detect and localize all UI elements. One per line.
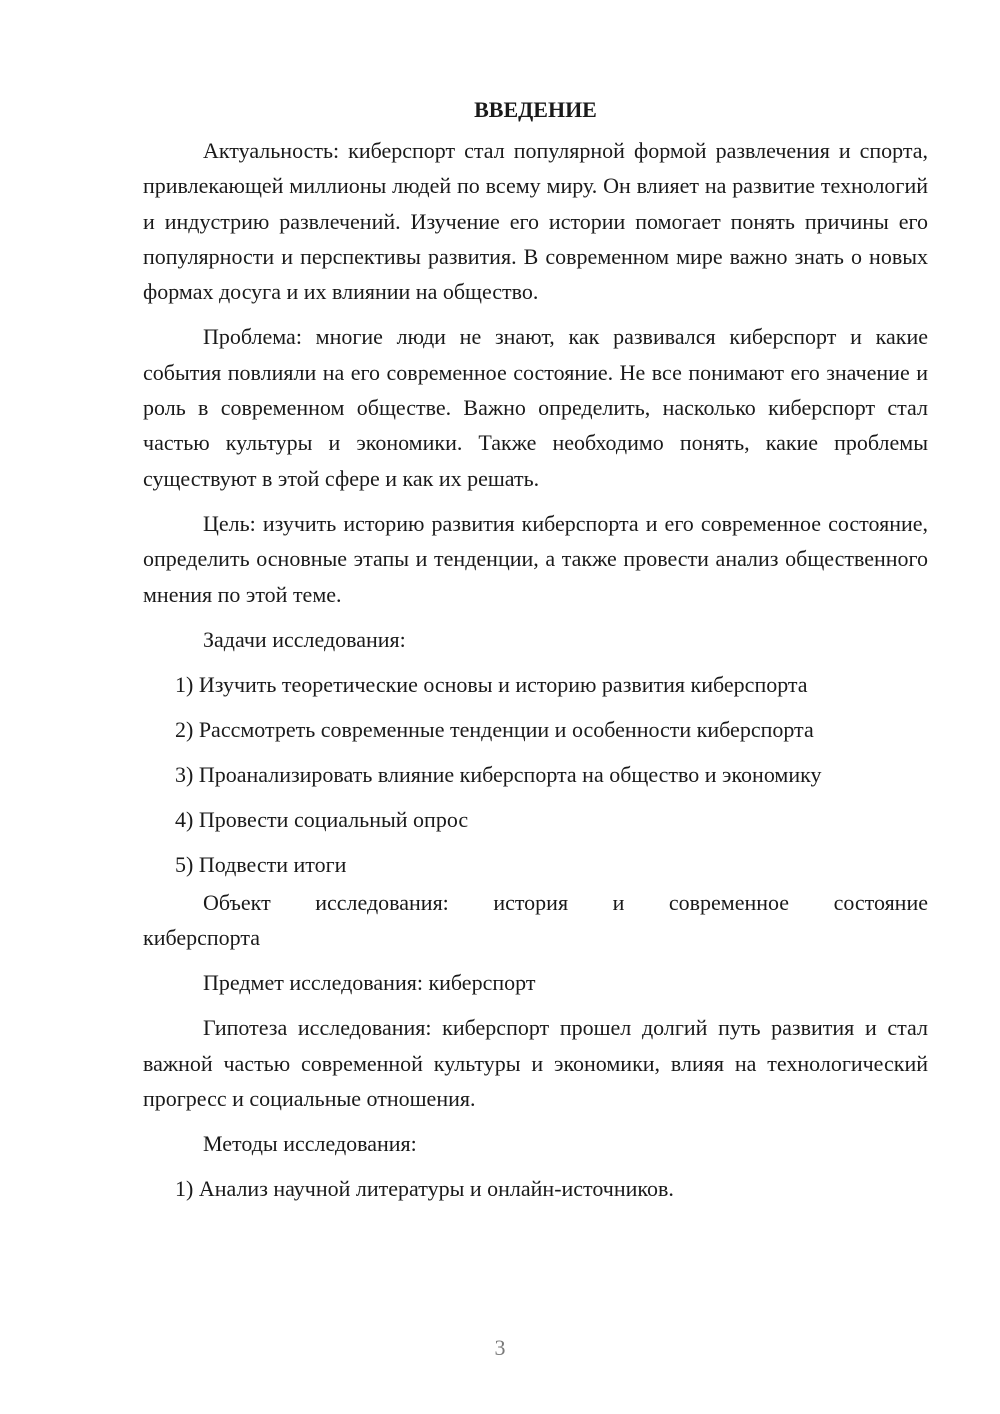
methods-heading: Методы исследования:	[203, 1131, 417, 1157]
page-number: 3	[494, 1335, 506, 1360]
page-title: ВВЕДЕНИЕ	[474, 97, 597, 122]
object-line-1: Объект исследования: история и современное состояние	[203, 889, 928, 915]
relevance-paragraph: Актуальность: киберспорт стал популярной формой развлечения и спорта, привлекающей миллионы людей по всему миру. Он влияет на развитие технологий и индустрию развлечений. Изучение его истории помогает понять причины его популярности и перспективы развития. В современном мире важно знать о новых формах досуга и их влиянии на общество.	[143, 138, 928, 305]
page-content	[143, 92, 928, 1216]
task-item: 2) Рассмотреть современные тенденции и особенности киберспорта	[175, 716, 814, 742]
task-item: 4) Провести социальный опрос	[175, 806, 469, 832]
object-paragraph	[143, 885, 928, 956]
subject-paragraph: Предмет исследования: киберспорт	[203, 970, 536, 996]
problem-paragraph: Проблема: многие люди не знают, как развивался киберспорт и какие события повлияли на его современное состояние. Не все понимают его значение и роль в современном обществе. Важно определить, насколько киберспорт стал частью культуры и экономики. Также необходимо понять, какие проблемы существуют в этой сфере и как их решать.	[143, 324, 928, 491]
task-item: 5) Подвести итоги	[175, 851, 347, 877]
tasks-list	[143, 667, 928, 882]
goal-paragraph: Цель: изучить историю развития киберспорта и его современное состояние, определить основные этапы и тенденции, а также провести анализ общественного мнения по этой теме.	[143, 510, 928, 607]
tasks-heading: Задачи исследования:	[203, 626, 406, 652]
task-item: 1) Изучить теоретические основы и историю развития киберспорта	[175, 671, 808, 697]
hypothesis-paragraph: Гипотеза исследования: киберспорт прошел долгий путь развития и стал важной частью современной культуры и экономики, влияя на технологический прогресс и социальные отношения.	[143, 1015, 928, 1112]
methods-list	[143, 1171, 928, 1206]
method-item: 1) Анализ научной литературы и онлайн-источников.	[175, 1176, 674, 1202]
task-item: 3) Проанализировать влияние киберспорта на общество и экономику	[175, 761, 822, 787]
object-line-2: киберспорта	[143, 925, 261, 951]
